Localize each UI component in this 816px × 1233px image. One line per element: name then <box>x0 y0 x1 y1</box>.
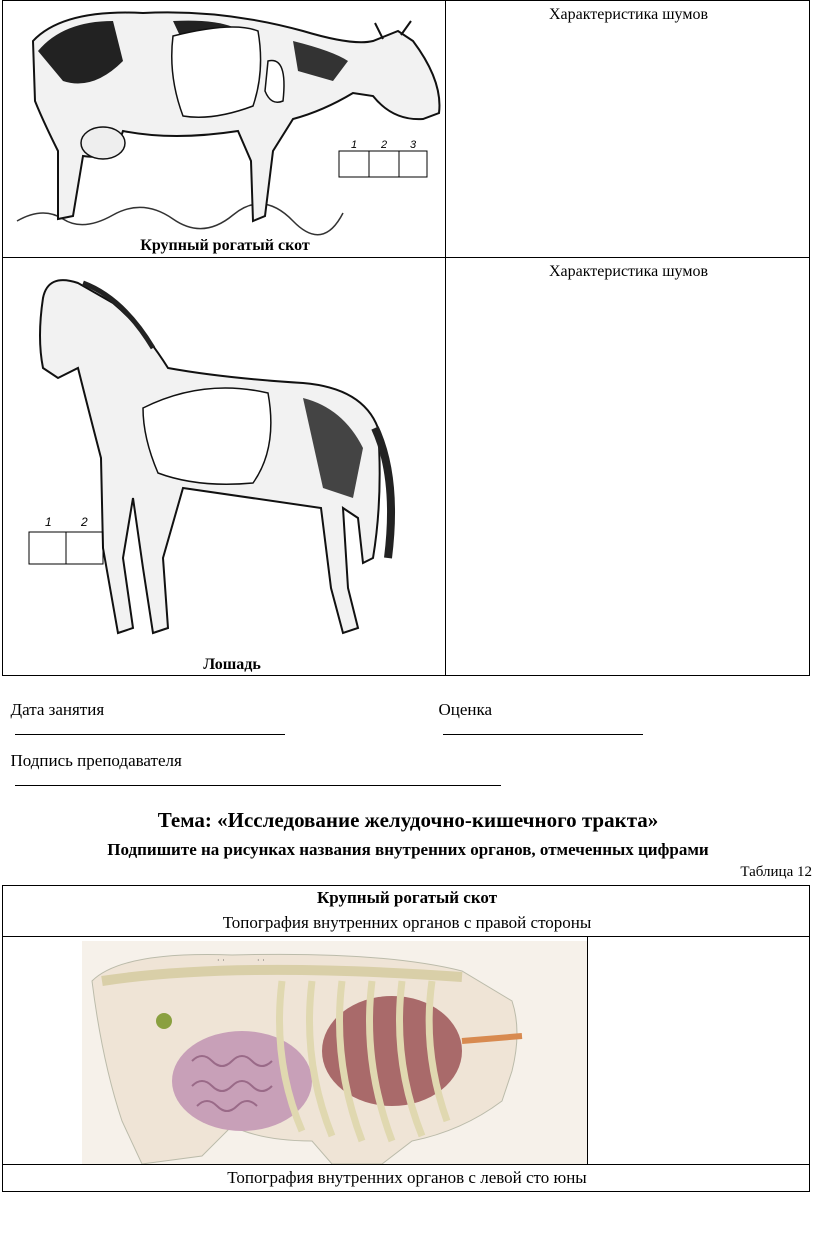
table12-left-side-cell <box>2 1164 810 1192</box>
cow-notes-cell[interactable] <box>445 0 810 258</box>
cow-marker-boxes <box>339 139 427 177</box>
cow-caption: Крупный рогатый скот <box>140 237 310 254</box>
topic-subtitle: Подпишите на рисунках названия внутренних органов, отмеченных цифрами <box>107 840 709 859</box>
table12-header-cell <box>2 885 810 937</box>
table12-left-side-label: Топография внутренних органов с левой сто юны <box>227 1168 587 1187</box>
signature-line <box>2 731 501 791</box>
svg-text:· ·: · · <box>257 956 265 965</box>
topic-title: Тема: «Исследование желудочно-кишечного тракта» <box>157 808 659 832</box>
date-label: Дата занятия <box>10 700 105 719</box>
cow-box-2: 2 <box>381 139 388 151</box>
horse-cell <box>2 257 446 676</box>
horse-noise-header: Характеристика шумов <box>548 263 709 280</box>
cattle-organs-illustration <box>82 941 587 1164</box>
svg-text:· ·: · · <box>217 956 225 965</box>
cow-cell <box>2 0 446 258</box>
grade-label: Оценка <box>438 700 493 719</box>
organ-labels-cell[interactable] <box>587 936 810 1165</box>
table-label: Таблица 12 <box>740 864 812 880</box>
horse-box-1: 1 <box>45 515 52 529</box>
cow-box-3: 3 <box>410 139 417 151</box>
horse-box-2: 2 <box>81 515 88 529</box>
table12-heading: Крупный рогатый скот <box>316 888 498 907</box>
horse-notes-cell[interactable] <box>445 257 810 676</box>
auscultation-table <box>2 0 810 676</box>
signature-label: Подпись преподавателя <box>10 751 182 770</box>
cow-noise-header: Характеристика шумов <box>548 6 709 23</box>
signature-field[interactable] <box>15 771 501 786</box>
horse-caption: Лошадь <box>203 656 261 673</box>
horse-marker-boxes <box>29 515 103 564</box>
horse-illustration <box>3 258 445 675</box>
cow-box-1: 1 <box>351 139 358 151</box>
table12-right-side-label: Топография внутренних органов с правой стороны <box>222 913 592 932</box>
cow-illustration <box>3 1 445 257</box>
